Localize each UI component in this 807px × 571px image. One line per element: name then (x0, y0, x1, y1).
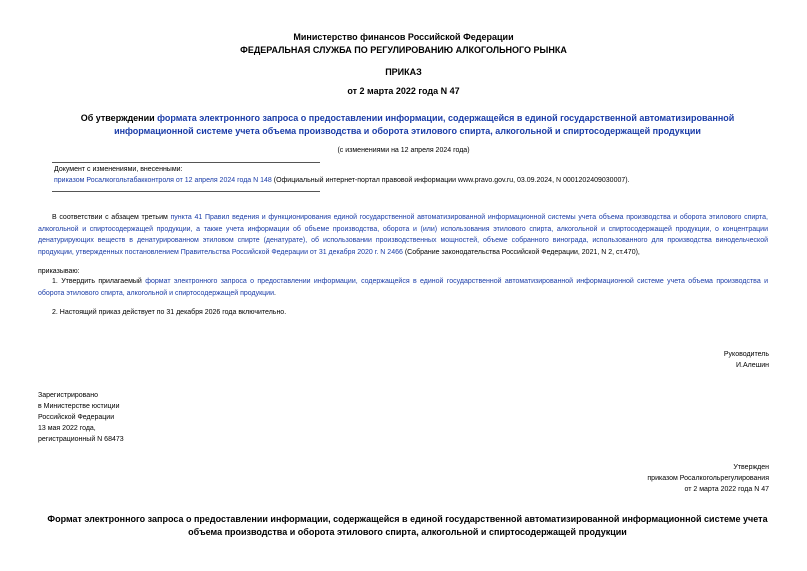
registration-block (38, 390, 124, 445)
approved-line2: приказом Росалкогольрегулирования (647, 475, 769, 482)
registration-line3: Российской Федерации (38, 414, 115, 421)
approved-line1: Утвержден (733, 464, 769, 471)
item1-text1: 1. Утвердить прилагаемый (52, 278, 146, 285)
registration-line1: Зарегистрировано (38, 392, 98, 399)
order-word: приказываю: (38, 268, 80, 275)
item1-text2: . (274, 289, 276, 297)
changes-line2 (54, 175, 774, 186)
signature-name: И.Алешин (735, 362, 769, 369)
doc-title (44, 112, 771, 138)
changes-bottom-rule (52, 191, 320, 192)
registration-line2: в Министерстве юстиции (38, 403, 120, 410)
signature-block (724, 349, 769, 371)
changes-box (54, 164, 774, 186)
changes-line1: Документ с изменениями, внесенными: (54, 166, 183, 173)
doc-type: ПРИКАЗ (385, 67, 422, 77)
preamble-text1: В соответствии с абзацем третьим (52, 214, 171, 221)
changes-top-rule (52, 162, 320, 163)
ministry-name: Министерство финансов Российской Федерации (293, 32, 514, 42)
item2-paragraph: 2. Настоящий приказ действует по 31 декабря 2026 года включительно. (52, 309, 287, 316)
registration-line5: регистрационный N 68473 (38, 436, 124, 443)
item1-paragraph (38, 276, 768, 299)
signature-role: Руководитель (723, 351, 769, 358)
service-name: ФЕДЕРАЛЬНАЯ СЛУЖБА ПО РЕГУЛИРОВАНИЮ АЛКОГОЛЬНОГО РЫНКА (240, 45, 567, 55)
changes-rest: (Официальный интернет-портал правовой информации www.pravo.gov.ru, 03.09.2024, N 0001202409030007). (271, 177, 630, 184)
preamble-link[interactable]: пункта 41 Правил ведения и функционирования единой государственной автоматизированной информационной системы учета объема производства и оборота этилового спирта, алкогольной и спиртосодержащей продукции, а также учета информации об объеме производства, оборота и (или) использования этилового спирта, алкогольной и спиртосодержащей продукции, о концентрации денатурирующих веществ в денатурированном этиловом спирте (денатурате), об использовании производственных мощностей, объеме собранного винограда, использованного для производства винодельческой продукции, утвержденных постановлением Правительства Российской Федерации от 31 декабря 2020 г. N 2466 (38, 214, 768, 256)
item1-link[interactable]: формат электронного запроса о предоставлении информации, содержащейся в единой государственной автоматизированной информационной системе учета объема производства и оборота этилового спирта, алкогольной и спиртосодержащей продукции (38, 278, 768, 297)
format-title: Формат электронного запроса о предоставлении информации, содержащейся в единой государственной автоматизированной информационной системе учета объема производства и оборота этилового спирта, алкогольной и спиртосодержащей продукции (47, 514, 768, 537)
preamble-text2: (Собрание законодательства Российской Федерации, 2021, N 2, ст.470), (402, 248, 640, 256)
preamble-paragraph (38, 212, 768, 258)
doc-title-prefix: Об утверждении (80, 113, 158, 123)
approved-line3: от 2 марта 2022 года N 47 (684, 486, 769, 493)
doc-title-link[interactable]: формата электронного запроса о предоставлении информации, содержащейся в единой государственной автоматизированной информационной системе учета объема производства и оборота этилового спирта, алкогольной и спиртосодержащей продукции (114, 113, 735, 136)
approved-block (647, 462, 769, 495)
registration-line4: 13 мая 2022 года, (38, 425, 96, 432)
doc-date: от 2 марта 2022 года N 47 (347, 86, 460, 96)
changes-link[interactable]: приказом Росалкогольтабакконтроля от 12 апреля 2024 года N 148 (54, 177, 272, 184)
revision-note: (с изменениями на 12 апреля 2024 года) (337, 147, 470, 154)
